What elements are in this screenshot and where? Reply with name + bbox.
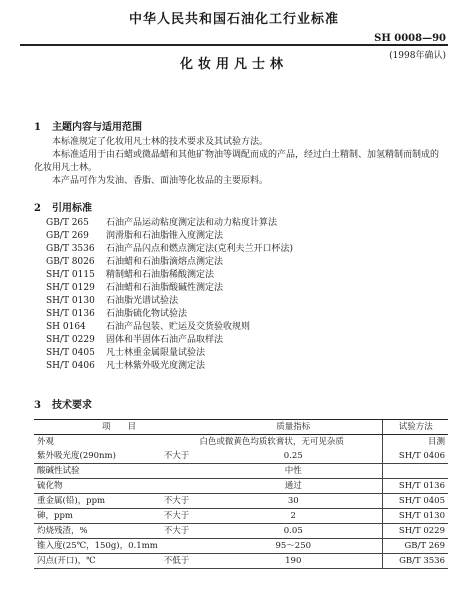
row-item: 外观 <box>37 437 55 447</box>
reference-item <box>46 269 446 282</box>
reference-code: GB/T 3536 <box>46 244 95 254</box>
reference-code: SH/T 0136 <box>46 309 95 319</box>
row-condition <box>161 539 204 554</box>
reference-title: 石油产品包装、贮运及交货验收规则 <box>106 322 251 332</box>
reference-code: SH/T 0405 <box>46 348 95 358</box>
reference-code: GB/T 265 <box>46 218 89 228</box>
row-method: GB/T 3536 <box>383 554 448 569</box>
section-1-paragraph: 本标准适用于由石蜡或微晶蜡和其他矿物油等调配而成的产品，经过白土精制、加氢精制而制成的化妆用凡士林。 <box>34 150 440 173</box>
section-3-heading <box>34 396 92 411</box>
reference-item <box>46 308 446 321</box>
row-method: SH/T 0229 <box>383 524 448 539</box>
section-1-paragraph: 本产品可作为发油、香脂、面油等化妆品的主要原料。 <box>52 176 269 186</box>
reference-title: 石油蜡和石油脂滴熔点测定法 <box>106 257 224 267</box>
row-condition: 不大于 <box>163 496 190 506</box>
reference-code: SH 0164 <box>46 322 86 332</box>
technical-requirements-table <box>34 419 448 569</box>
row-item: 紫外吸光度(290nm) <box>37 451 116 461</box>
row-method: SH/T 0405 <box>383 494 448 509</box>
section-1-title: 主题内容与适用范围 <box>52 122 142 133</box>
table-row <box>34 539 448 554</box>
reference-title: 润滑脂和石油脂锥入度测定法 <box>106 231 224 241</box>
reference-title: 石油蜡和石油脂酸碱性测定法 <box>106 283 224 293</box>
table-row <box>34 464 448 479</box>
reference-code: SH/T 0115 <box>46 270 95 280</box>
table-row <box>34 509 448 524</box>
row-method: 目测 <box>383 435 448 450</box>
reference-item <box>46 347 446 360</box>
row-condition: 不低于 <box>163 556 190 566</box>
reference-title: 固体和半固体石油产品取样法 <box>106 335 224 345</box>
row-condition: 不大于 <box>163 511 190 521</box>
reference-code: GB/T 269 <box>46 231 89 241</box>
table-row <box>34 435 448 450</box>
row-item: 酸碱性试验 <box>37 466 80 476</box>
row-value: 190 <box>285 556 302 566</box>
row-condition: 不大于 <box>163 451 190 461</box>
row-value: 2 <box>290 511 296 521</box>
reference-item <box>46 360 446 373</box>
table-row <box>34 479 448 494</box>
reference-item <box>46 217 446 230</box>
row-item: 重金属(铅)，ppm <box>37 496 106 506</box>
row-value: 30 <box>287 496 299 506</box>
issuer-title: 中华人民共和国石油化工行业标准 <box>128 12 339 27</box>
row-value: 白色或微黄色均质软膏状，无可见杂质 <box>199 437 344 447</box>
header-divider <box>20 44 448 46</box>
reference-item <box>46 243 446 256</box>
header-value: 质量指标 <box>204 420 383 435</box>
row-item: 硫化物 <box>37 481 63 491</box>
reference-code: SH/T 0130 <box>46 296 95 306</box>
row-condition <box>161 479 204 494</box>
row-item: 砷，ppm <box>37 511 73 521</box>
reference-code: SH/T 0129 <box>46 283 95 293</box>
reference-item <box>46 334 446 347</box>
reference-title: 凡士林紫外吸光度测定法 <box>106 361 206 371</box>
row-value: 0.25 <box>283 451 303 461</box>
row-method: SH/T 0130 <box>383 509 448 524</box>
table-row <box>34 524 448 539</box>
row-item: 灼烧残渣，% <box>37 526 88 536</box>
standard-code: SH 0008—90 <box>374 33 446 44</box>
table-row <box>34 449 448 464</box>
reference-list <box>46 217 446 373</box>
reference-code: GB/T 8026 <box>46 257 95 267</box>
section-1-paragraph: 本标准规定了化妆用凡士林的技术要求及其试验方法。 <box>52 137 269 147</box>
reference-title: 石油产品运动粘度测定法和动力粘度计算法 <box>106 218 278 228</box>
row-value: 0.05 <box>283 526 303 536</box>
section-2-heading <box>34 199 92 214</box>
row-item: 闪点(开口)，℃ <box>37 556 96 566</box>
reference-item <box>46 256 446 269</box>
row-value: 中性 <box>284 466 302 476</box>
section-3-number: 3 <box>34 400 41 411</box>
section-1-number: 1 <box>34 122 41 133</box>
row-condition <box>161 464 204 479</box>
reference-code: SH/T 0406 <box>46 361 95 371</box>
row-condition: 不大于 <box>163 526 190 536</box>
reference-code: SH/T 0229 <box>46 335 95 345</box>
row-item: 锥入度(25℃，150g)，0.1mm <box>37 541 158 551</box>
table-row <box>34 554 448 569</box>
reference-title: 石油产品闪点和燃点测定法(克利夫兰开口杯法) <box>106 244 294 254</box>
row-method: GB/T 269 <box>383 539 448 554</box>
reference-title: 精制蜡和石油脂稀酸测定法 <box>106 270 215 280</box>
reference-item <box>46 230 446 243</box>
document-title: 化妆用凡士林 <box>179 57 288 72</box>
reference-item <box>46 295 446 308</box>
table-row <box>34 494 448 509</box>
header-item: 项 目 <box>34 420 204 435</box>
confirmation-note: (1998年确认) <box>389 51 446 61</box>
reference-title: 凡士林重金属限量试验法 <box>106 348 206 358</box>
row-value: 通过 <box>284 481 302 491</box>
row-method: SH/T 0406 <box>383 449 448 464</box>
row-method <box>383 464 448 479</box>
reference-title: 石油脂光谱试验法 <box>106 296 179 306</box>
reference-title: 石油脂硫化物试验法 <box>106 309 188 319</box>
reference-item <box>46 282 446 295</box>
table-header-row <box>34 420 448 435</box>
section-1-heading <box>34 118 142 133</box>
row-value: 95～250 <box>275 541 312 551</box>
section-2-title: 引用标准 <box>52 203 92 214</box>
section-3-title: 技术要求 <box>52 400 92 411</box>
section-1-body <box>34 136 444 188</box>
reference-item <box>46 321 446 334</box>
header-method: 试验方法 <box>383 420 448 435</box>
section-2-number: 2 <box>34 203 41 214</box>
row-method: SH/T 0136 <box>383 479 448 494</box>
